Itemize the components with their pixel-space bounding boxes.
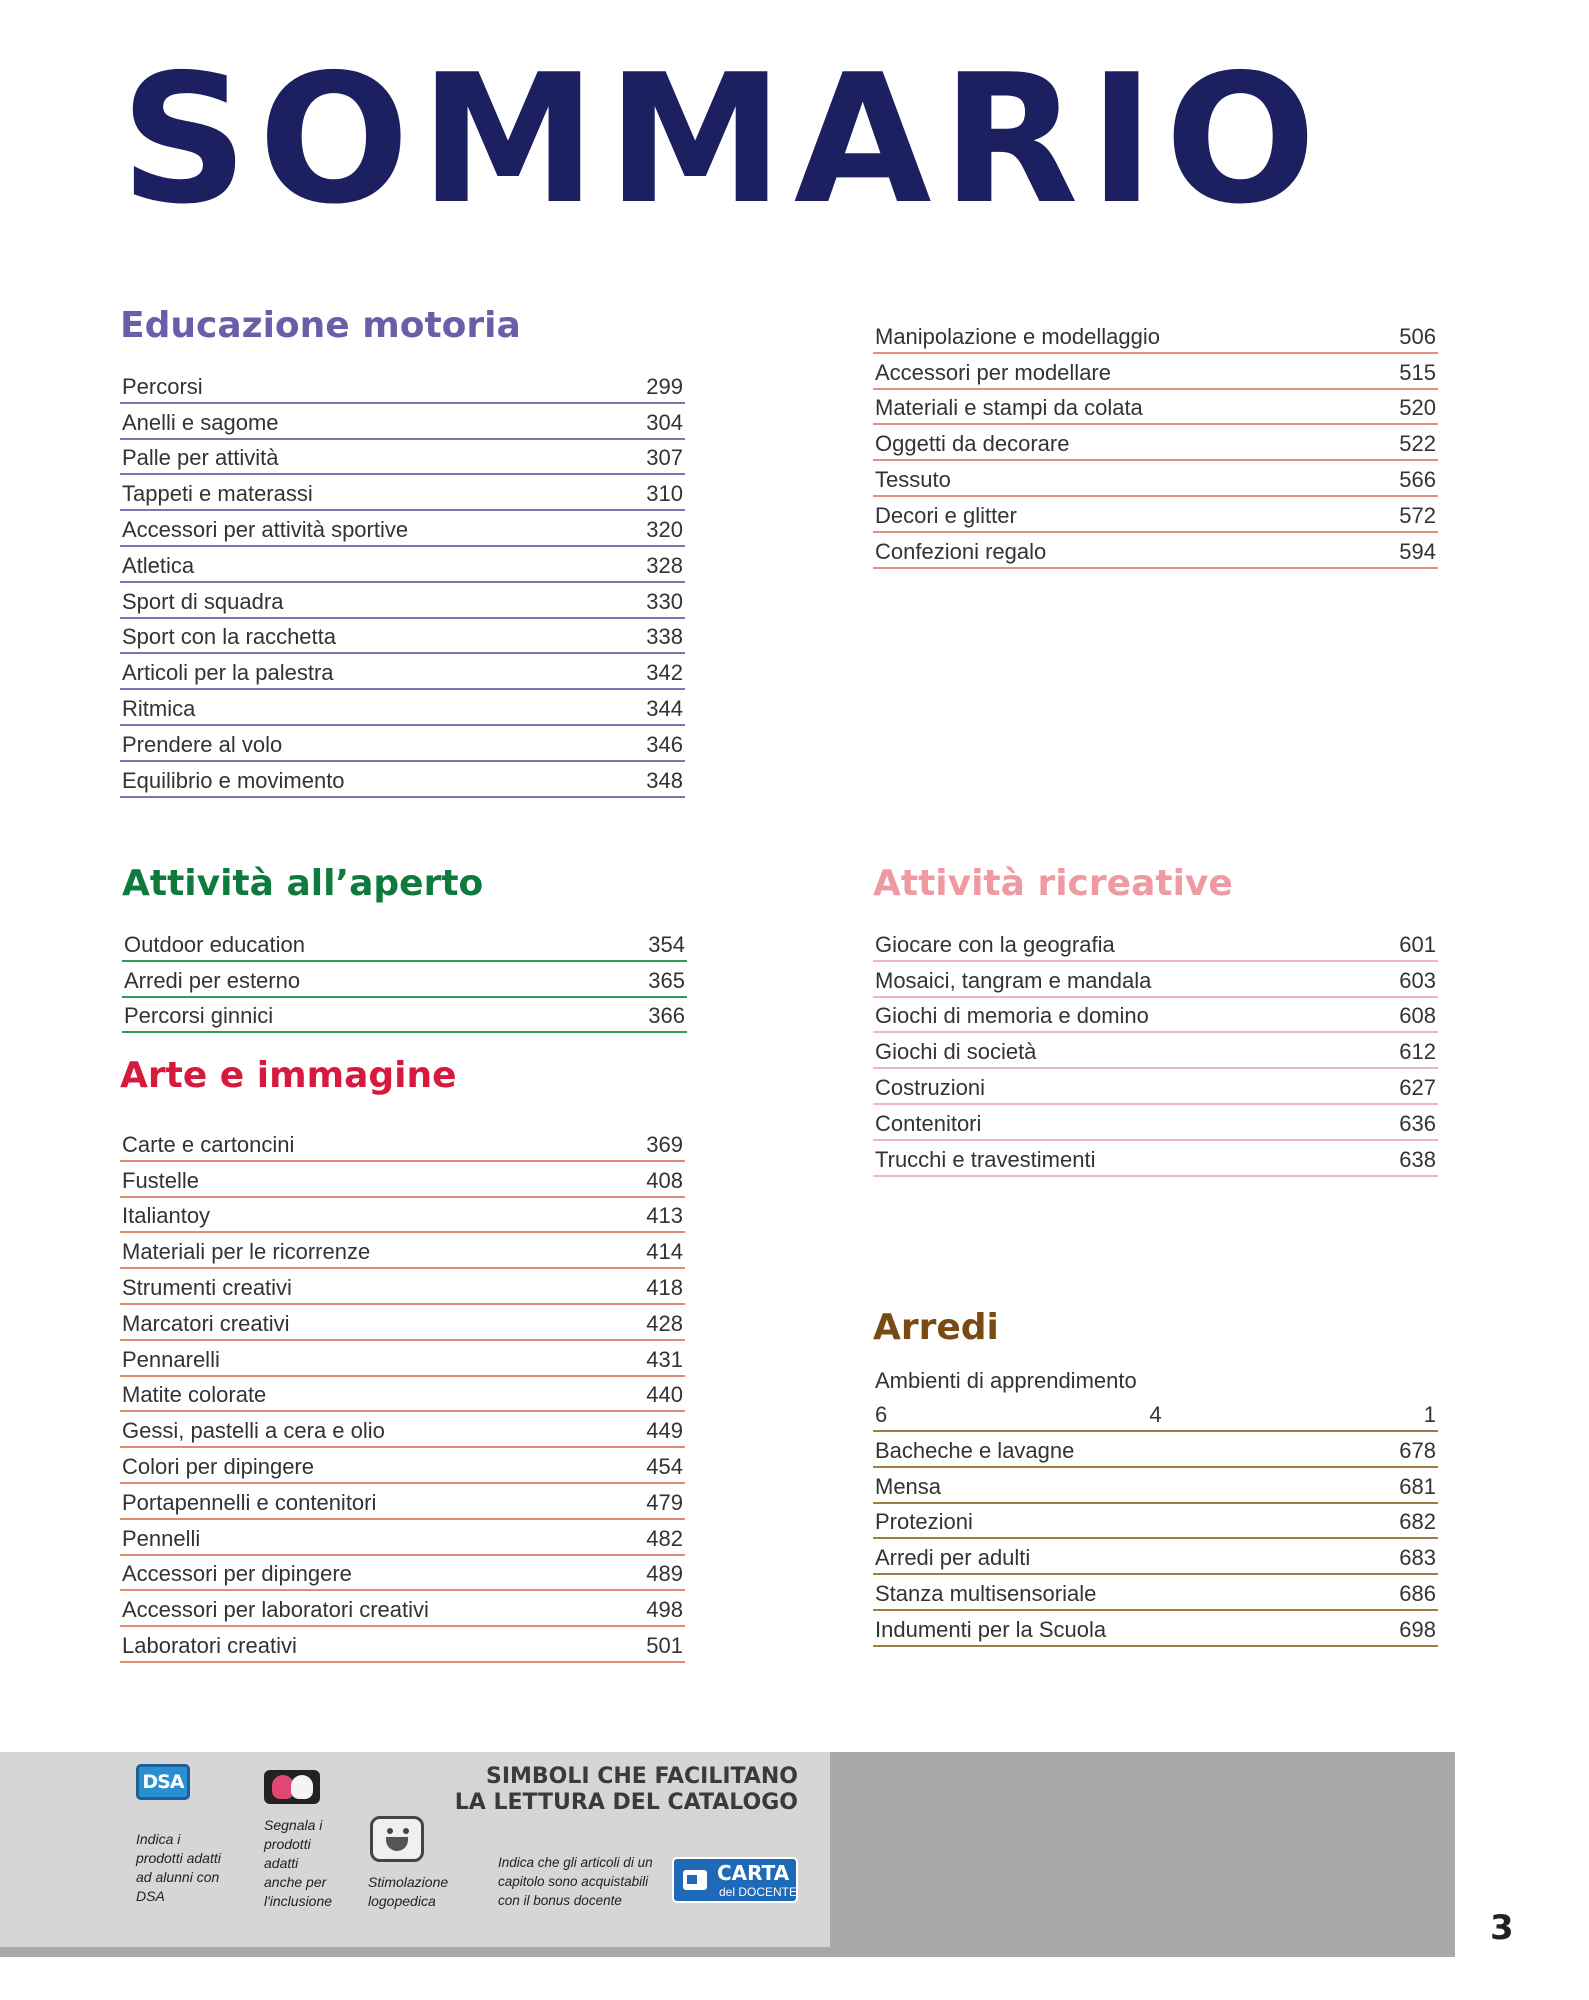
section-arte-immagine xyxy=(120,1048,685,1663)
item-label: Pennelli xyxy=(122,1525,201,1551)
item-label: Accessori per attività sportive xyxy=(122,516,409,542)
item-page-number: 310 xyxy=(646,481,683,507)
list-item xyxy=(873,1141,1438,1177)
legend-inclusione-line: Segnala i xyxy=(264,1817,323,1833)
list-item xyxy=(873,1539,1438,1575)
item-page-number: 572 xyxy=(1399,502,1436,528)
item-label: Contenitori xyxy=(875,1110,982,1136)
item-label: Decori e glitter xyxy=(875,502,1017,528)
item-label: Confezioni regalo xyxy=(875,538,1047,564)
legend-dsa-text xyxy=(136,1830,221,1906)
item-label: Protezioni xyxy=(875,1509,973,1535)
item-label: Giochi di memoria e domino xyxy=(875,1003,1149,1029)
section-title-arredi: Arredi xyxy=(873,1307,999,1348)
list-item xyxy=(120,1484,685,1520)
legend-inclusione-line: adatti xyxy=(264,1855,299,1871)
item-label: Carte e cartoncini xyxy=(122,1131,295,1157)
section-attivita-aperto xyxy=(122,856,687,1033)
item-label: Outdoor education xyxy=(124,931,306,957)
legend-logopedica-line: logopedica xyxy=(368,1893,436,1909)
item-label: Sport con la racchetta xyxy=(122,624,337,650)
item-page-number: 686 xyxy=(1399,1580,1436,1606)
legend-logopedica xyxy=(370,1816,424,1862)
item-page-number: 338 xyxy=(646,624,683,650)
item-page-number: 698 xyxy=(1399,1616,1436,1642)
section-title-attivita-ricreative: Attività ricreative xyxy=(873,863,1233,904)
item-label: Anelli e sagome xyxy=(122,409,279,435)
list-item xyxy=(873,962,1438,998)
item-page-number: 346 xyxy=(646,731,683,757)
item-label: Fustelle xyxy=(122,1167,200,1193)
split-value-middle: 4 xyxy=(1149,1402,1162,1427)
list-item xyxy=(873,1575,1438,1611)
list-item xyxy=(120,1377,685,1413)
legend-inclusione-line: prodotti xyxy=(264,1836,311,1852)
item-page-number: 342 xyxy=(646,660,683,686)
section-manipolazione xyxy=(873,318,1438,569)
list-item xyxy=(873,1611,1438,1647)
item-page-number: 566 xyxy=(1399,466,1436,492)
item-page-number: 515 xyxy=(1399,359,1436,385)
item-page-number: 413 xyxy=(646,1203,683,1229)
list-item xyxy=(120,440,685,476)
legend-inclusione-text xyxy=(264,1816,332,1911)
list-item xyxy=(120,1591,685,1627)
list-item xyxy=(120,1448,685,1484)
item-label: Sport di squadra xyxy=(122,588,284,614)
legend-dsa xyxy=(136,1764,190,1800)
legend-dsa-line: ad alunni con xyxy=(136,1869,220,1885)
item-page-number: 501 xyxy=(646,1632,683,1658)
item-label: Costruzioni xyxy=(875,1074,986,1100)
item-label: Tessuto xyxy=(875,466,951,492)
item-label: Prendere al volo xyxy=(122,731,283,757)
item-page-number: 320 xyxy=(646,516,683,542)
list-item xyxy=(873,318,1438,354)
item-label: Percorsi ginnici xyxy=(124,1003,274,1029)
item-label: Manipolazione e modellaggio xyxy=(875,323,1160,349)
list-item xyxy=(120,1556,685,1592)
item-label: Materiali e stampi da colata xyxy=(875,395,1143,421)
list-attivita-aperto xyxy=(122,926,687,1033)
list-item xyxy=(120,726,685,762)
item-page-number: 344 xyxy=(646,695,683,721)
page-number: 3 xyxy=(1490,1908,1514,1948)
list-item xyxy=(120,475,685,511)
item-page-number: 627 xyxy=(1399,1074,1436,1100)
section-attivita-ricreative xyxy=(873,856,1438,1177)
list-item xyxy=(120,1412,685,1448)
list-item xyxy=(873,998,1438,1034)
list-item xyxy=(873,926,1438,962)
list-item xyxy=(122,962,687,998)
list-item xyxy=(120,368,685,404)
item-page-number: 307 xyxy=(646,445,683,471)
item-label: Giocare con la geografia xyxy=(875,931,1115,957)
item-page-number: 603 xyxy=(1399,967,1436,993)
carta-badge-word: CARTA xyxy=(717,1861,790,1885)
list-item xyxy=(873,1504,1438,1540)
legend-dsa-line: Indica i xyxy=(136,1831,181,1847)
list-item xyxy=(122,998,687,1034)
item-page-number: 498 xyxy=(646,1597,683,1623)
item-page-number: 354 xyxy=(648,931,685,957)
legend-logopedica-line: Stimolazione xyxy=(368,1874,449,1890)
item-label: Materiali per le ricorrenze xyxy=(122,1239,371,1265)
list-item xyxy=(120,511,685,547)
legend-carta-line: con il bonus docente xyxy=(498,1893,622,1908)
list-item xyxy=(120,1341,685,1377)
list-item xyxy=(120,762,685,798)
item-label: Bacheche e lavagne xyxy=(875,1437,1075,1463)
item-page-number: 428 xyxy=(646,1310,683,1336)
legend-carta-line: Indica che gli articoli di un xyxy=(498,1855,653,1870)
dsa-icon: DSA xyxy=(136,1764,190,1800)
item-page-number: 299 xyxy=(646,373,683,399)
carta-badge-sub: del DOCENTE xyxy=(719,1885,798,1899)
item-label: Mensa xyxy=(875,1473,942,1499)
item-label: Ritmica xyxy=(122,695,196,721)
item-label: Ambienti di apprendimento xyxy=(875,1368,1137,1393)
item-label: Matite colorate xyxy=(122,1382,267,1408)
legend-inclusione xyxy=(264,1770,320,1804)
list-item xyxy=(120,404,685,440)
list-arte-immagine xyxy=(120,1126,685,1663)
item-label: Percorsi xyxy=(122,373,203,399)
list-item xyxy=(873,425,1438,461)
item-label: Accessori per dipingere xyxy=(122,1561,352,1587)
card-icon xyxy=(683,1870,707,1890)
hands-icon xyxy=(264,1770,320,1804)
list-item xyxy=(873,533,1438,569)
page-title: SOMMARIO xyxy=(120,36,1327,243)
list-item xyxy=(120,619,685,655)
legend-dsa-line: prodotti adatti xyxy=(136,1850,221,1866)
item-label: Palle per attività xyxy=(122,445,279,471)
item-page-number: 612 xyxy=(1399,1039,1436,1065)
legend-carta-line: capitolo sono acquistabili xyxy=(498,1874,649,1889)
item-label: Gessi, pastelli a cera e olio xyxy=(122,1418,385,1444)
item-page-number: 681 xyxy=(1399,1473,1436,1499)
item-page-number: 304 xyxy=(646,409,683,435)
item-page-number: 506 xyxy=(1399,323,1436,349)
list-item xyxy=(120,547,685,583)
item-page-number: 449 xyxy=(646,1418,683,1444)
list-educazione-motoria xyxy=(120,368,685,798)
list-item xyxy=(873,1033,1438,1069)
item-label: Marcatori creativi xyxy=(122,1310,290,1336)
list-item xyxy=(873,461,1438,497)
list-item xyxy=(873,390,1438,426)
item-page-number: 608 xyxy=(1399,1003,1436,1029)
list-item xyxy=(873,1105,1438,1141)
item-page-number: 330 xyxy=(646,588,683,614)
item-label: Tappeti e materassi xyxy=(122,481,313,507)
item-page-number: 594 xyxy=(1399,538,1436,564)
item-page-number: 328 xyxy=(646,552,683,578)
list-item xyxy=(120,1627,685,1663)
item-page-number: 683 xyxy=(1399,1545,1436,1571)
split-value-left: 6 xyxy=(875,1402,888,1427)
item-label: Oggetti da decorare xyxy=(875,431,1070,457)
legend-inclusione-line: l'inclusione xyxy=(264,1893,333,1909)
item-label: Pennarelli xyxy=(122,1346,220,1372)
item-page-number: 454 xyxy=(646,1453,683,1479)
list-item xyxy=(873,1468,1438,1504)
item-label: Articoli per la palestra xyxy=(122,660,334,686)
item-label: Indumenti per la Scuola xyxy=(875,1616,1107,1642)
carta-docente-badge xyxy=(672,1857,798,1903)
legend-title-line2: LA LETTURA DEL CATALOGO xyxy=(454,1790,798,1815)
item-label: Stanza multisensoriale xyxy=(875,1580,1097,1606)
item-page-number: 522 xyxy=(1399,431,1436,457)
list-item xyxy=(120,1233,685,1269)
item-page-number: 482 xyxy=(646,1525,683,1551)
item-label: Atletica xyxy=(122,552,195,578)
legend-logopedica-text xyxy=(368,1873,448,1911)
item-page-number: 431 xyxy=(646,1346,683,1372)
item-label: Accessori per laboratori creativi xyxy=(122,1597,429,1623)
item-label: Colori per dipingere xyxy=(122,1453,314,1479)
legend-title-line1: SIMBOLI CHE FACILITANO xyxy=(485,1764,798,1789)
item-page-number: 489 xyxy=(646,1561,683,1587)
item-label: Accessori per modellare xyxy=(875,359,1111,385)
list-item xyxy=(120,1198,685,1234)
section-title-attivita-aperto: Attività all’aperto xyxy=(122,863,484,904)
item-page-number: 479 xyxy=(646,1489,683,1515)
item-label: Equilibrio e movimento xyxy=(122,767,345,793)
legend-title xyxy=(420,1764,798,1816)
item-page-number: 366 xyxy=(648,1003,685,1029)
item-page-number: 682 xyxy=(1399,1509,1436,1535)
legend-dsa-line: DSA xyxy=(136,1888,165,1904)
list-item xyxy=(873,354,1438,390)
item-label: Trucchi e travestimenti xyxy=(875,1146,1096,1172)
section-title-arte-immagine: Arte e immagine xyxy=(120,1055,457,1096)
item-label: Giochi di società xyxy=(875,1039,1037,1065)
section-educazione-motoria xyxy=(120,298,685,798)
item-page-number: 440 xyxy=(646,1382,683,1408)
section-title-educazione-motoria: Educazione motoria xyxy=(120,305,521,346)
item-page-number: 520 xyxy=(1399,395,1436,421)
split-value-right: 1 xyxy=(1423,1402,1436,1427)
item-page-number: 348 xyxy=(646,767,683,793)
item-page-number: 365 xyxy=(648,967,685,993)
list-item xyxy=(120,583,685,619)
list-item xyxy=(873,1069,1438,1105)
item-page-number: 636 xyxy=(1399,1110,1436,1136)
item-page-number: 408 xyxy=(646,1167,683,1193)
list-attivita-ricreative xyxy=(873,926,1438,1177)
legend-inclusione-line: anche per xyxy=(264,1874,327,1890)
list-arredi xyxy=(873,1432,1438,1647)
list-item xyxy=(120,1126,685,1162)
list-item xyxy=(120,1520,685,1556)
item-label: Arredi per esterno xyxy=(124,967,301,993)
item-label: Strumenti creativi xyxy=(122,1274,292,1300)
section-arredi xyxy=(873,1300,1438,1647)
legend-carta-text xyxy=(498,1853,653,1910)
item-label: Laboratori creativi xyxy=(122,1632,297,1658)
item-page-number: 638 xyxy=(1399,1146,1436,1172)
list-manipolazione xyxy=(873,318,1438,569)
item-page-number: 414 xyxy=(646,1239,683,1265)
item-page-number: 369 xyxy=(646,1131,683,1157)
item-label: Arredi per adulti xyxy=(875,1545,1031,1571)
list-item xyxy=(120,1305,685,1341)
item-page-number: 418 xyxy=(646,1274,683,1300)
list-item xyxy=(873,497,1438,533)
item-label: Portapennelli e contenitori xyxy=(122,1489,377,1515)
item-label: Mosaici, tangram e mandala xyxy=(875,967,1152,993)
list-item xyxy=(120,654,685,690)
list-item xyxy=(122,926,687,962)
list-item-split xyxy=(873,1396,1438,1432)
list-item xyxy=(120,1269,685,1305)
face-icon xyxy=(370,1816,424,1862)
item-label: Italiantoy xyxy=(122,1203,211,1229)
item-page-number: 678 xyxy=(1399,1437,1436,1463)
list-item xyxy=(873,1432,1438,1468)
list-item xyxy=(873,1360,1438,1396)
list-item xyxy=(120,1162,685,1198)
item-page-number: 601 xyxy=(1399,931,1436,957)
list-item xyxy=(120,690,685,726)
